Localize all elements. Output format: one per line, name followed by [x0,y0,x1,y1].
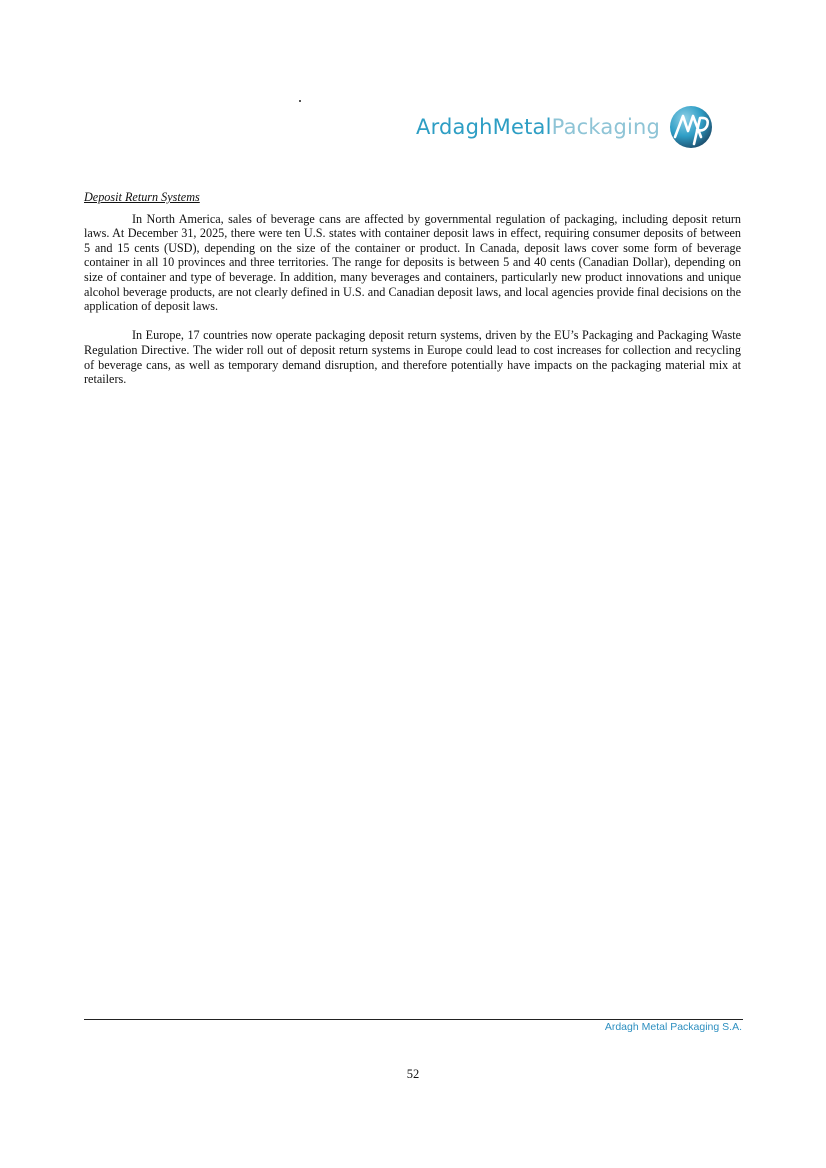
paragraph-north-america: In North America, sales of beverage cans are affected by governmental regulation of packaging, including deposit return laws. At December 31, 2025, there were ten U.S. states with container deposit laws in effect, requiring consumer deposits of between 5 and 15 cents (USD), depending on the size of the container or product. In Canada, deposit laws cover some form of beverage container in all 10 provinces and three territories. The range for deposits is between 5 and 40 cents (Canadian Dollar), depending on size of container and type of beverage. In addition, many beverages and containers, particularly new product innovations and unique alcohol beverage products, are not clearly defined in U.S. and Canadian deposit laws, and local agencies provide final decisions on the application of deposit laws. [84,211,741,314]
footer-company-name: Ardagh Metal Packaging S.A. [604,1021,742,1033]
logo-word-metal: Metal [492,115,552,139]
page-number: 52 [406,1067,420,1081]
main-content [84,190,741,401]
section-heading: Deposit Return Systems [84,190,200,204]
logo-wordmark [416,115,660,139]
footer-divider [84,1019,743,1020]
stray-dot [299,100,301,102]
company-logo [416,104,714,150]
logo-word-packaging: Packaging [551,115,661,139]
logo-word-ardagh: Ardagh [416,115,493,139]
amp-logo-icon [668,104,714,150]
paragraph-europe: In Europe, 17 countries now operate packaging deposit return systems, driven by the EU’s Packaging and Packaging Waste Regulation Directive. The wider roll out of deposit return systems in Europe could lead to cost increases for collection and recycling of beverage cans, as well as temporary demand disruption, and therefore potentially have impacts on the packaging material mix at retailers. [84,328,741,387]
